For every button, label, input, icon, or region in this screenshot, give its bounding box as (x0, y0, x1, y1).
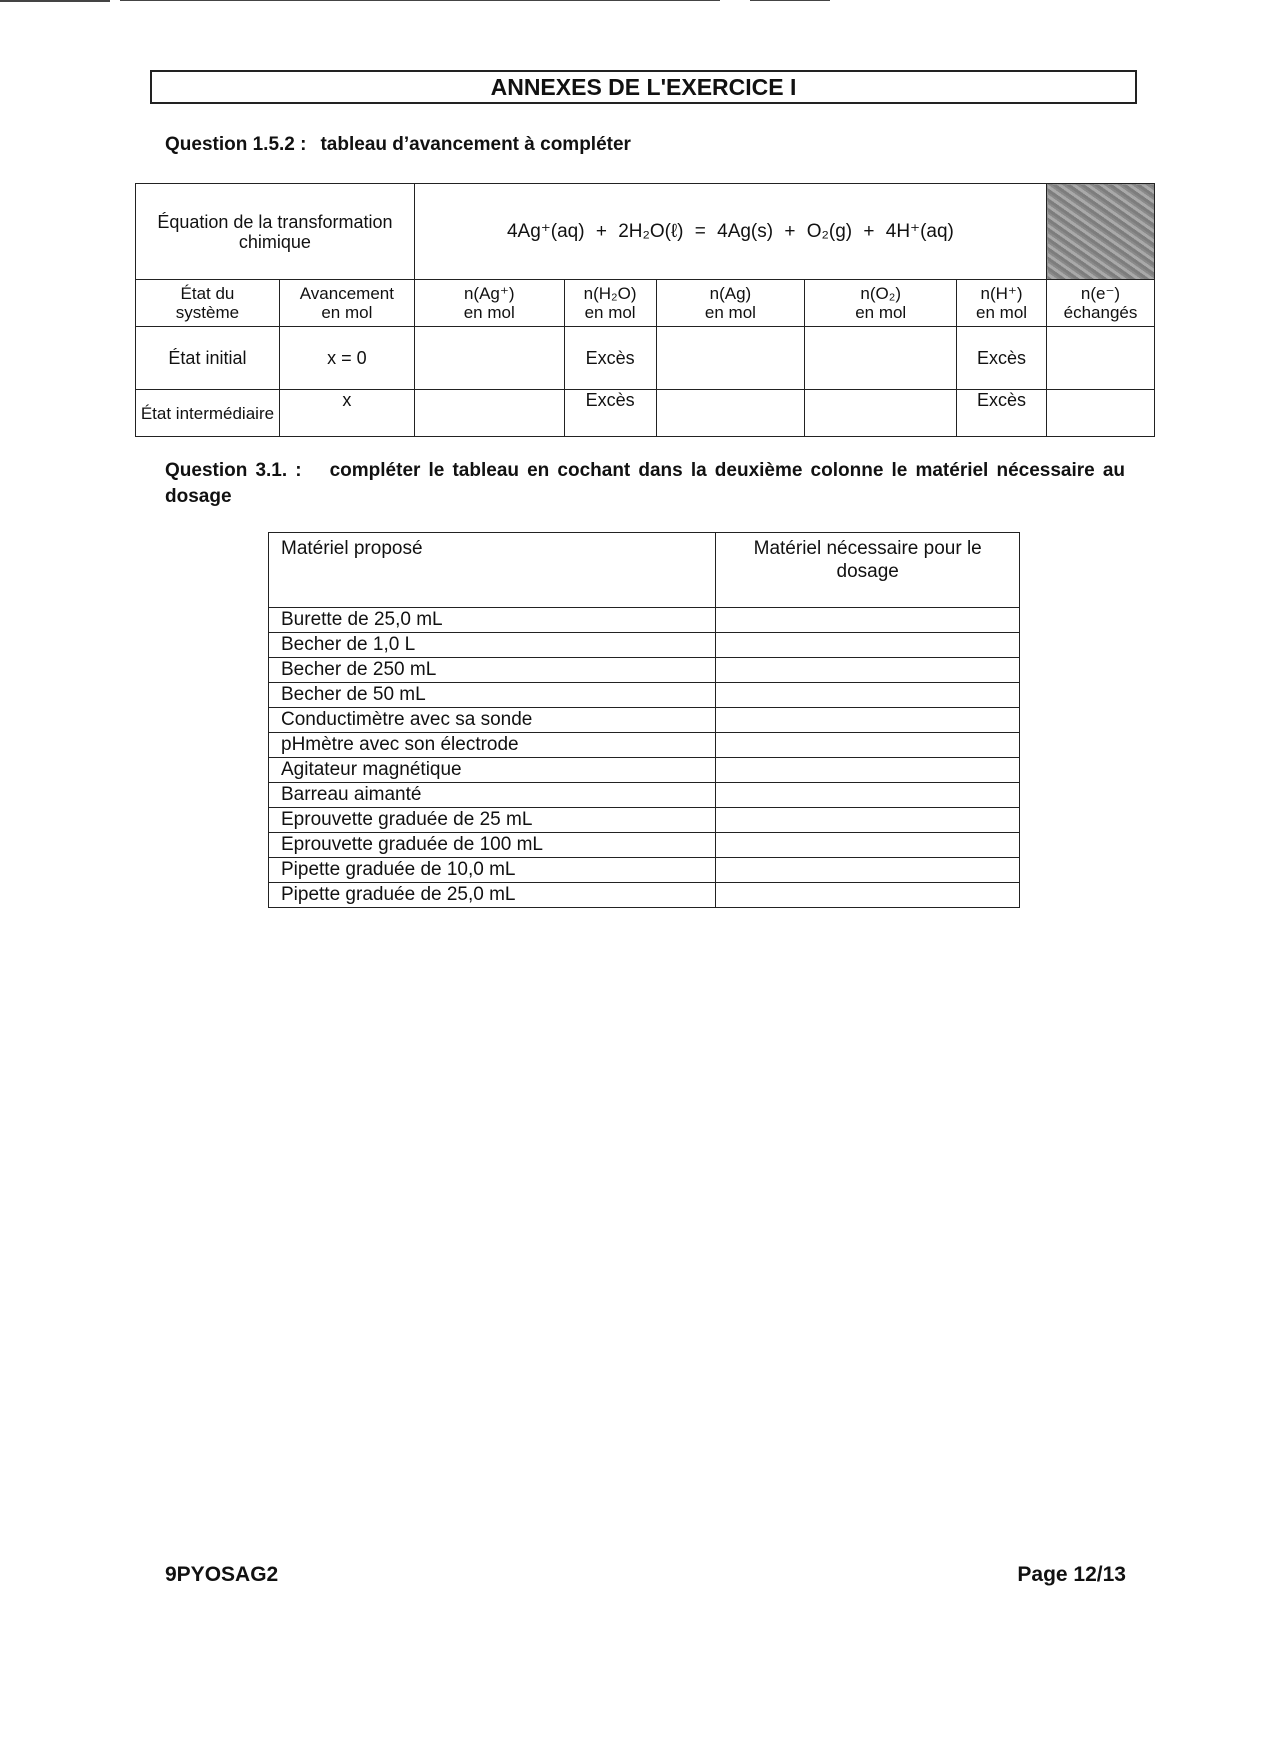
item-label: Burette de 25,0 mL (269, 608, 716, 633)
question-1-label: Question 1.5.2 : (165, 134, 307, 155)
shaded-cell (1047, 184, 1155, 280)
table-row (269, 808, 1020, 833)
value-cell: Excès (564, 327, 656, 390)
checkbox-cell[interactable] (716, 883, 1020, 908)
question-1-text: tableau d’avancement à compléter (320, 134, 631, 155)
checkbox-cell[interactable] (716, 683, 1020, 708)
scan-edge-line (750, 0, 830, 1)
checkbox-cell[interactable] (716, 658, 1020, 683)
question-1-heading (165, 134, 631, 156)
question-2-heading (165, 458, 1125, 510)
question-2-text: compléter le tableau en cochant dans la deuxième colonne le matériel nécessaire au dosage (165, 460, 1125, 507)
answer-cell[interactable] (656, 390, 805, 437)
answer-cell[interactable] (1047, 390, 1155, 437)
header-cell: État du système (136, 280, 280, 327)
scan-edge-line (120, 0, 720, 1)
table-row (269, 658, 1020, 683)
page-title: ANNEXES DE L'EXERCICE I (150, 70, 1137, 104)
value-cell: Excès (564, 390, 656, 437)
equation-label: Équation de la transformation chimique (136, 184, 415, 280)
document-code: 9PYOSAG2 (165, 1563, 279, 1586)
table-row (269, 633, 1020, 658)
checkbox-cell[interactable] (716, 708, 1020, 733)
table-header-row (136, 280, 1155, 327)
item-label: Pipette graduée de 25,0 mL (269, 883, 716, 908)
answer-cell[interactable] (414, 327, 564, 390)
item-label: Becher de 250 mL (269, 658, 716, 683)
page-number: Page 12/13 (1017, 1563, 1126, 1586)
answer-cell[interactable] (656, 327, 805, 390)
checkbox-cell[interactable] (716, 808, 1020, 833)
table-row (269, 783, 1020, 808)
table-row (136, 327, 1155, 390)
table-row (269, 758, 1020, 783)
header-cell: n(Ag⁺) en mol (414, 280, 564, 327)
item-label: Eprouvette graduée de 100 mL (269, 833, 716, 858)
checkbox-cell[interactable] (716, 783, 1020, 808)
progress-cell: x = 0 (279, 327, 414, 390)
header-cell: n(H⁺) en mol (957, 280, 1047, 327)
table-row (269, 708, 1020, 733)
table-row (269, 608, 1020, 633)
item-label: Barreau aimanté (269, 783, 716, 808)
checkbox-cell[interactable] (716, 633, 1020, 658)
item-label: Eprouvette graduée de 25 mL (269, 808, 716, 833)
progress-cell: x (279, 390, 414, 437)
checkbox-cell[interactable] (716, 858, 1020, 883)
reaction-equation: 4Ag⁺(aq) + 2H₂O(ℓ) = 4Ag(s) + O₂(g) + 4H⁺(aq) (414, 184, 1046, 280)
progress-table (135, 183, 1155, 437)
table-row (269, 683, 1020, 708)
question-2-label: Question 3.1. : (165, 460, 302, 481)
header-cell: Avancement en mol (279, 280, 414, 327)
item-label: Agitateur magnétique (269, 758, 716, 783)
header-cell: n(H₂O) en mol (564, 280, 656, 327)
header-cell: Matériel nécessaire pour le dosage (716, 533, 1020, 608)
scan-edge-line (0, 0, 110, 2)
equipment-table (268, 532, 1020, 908)
table-row (269, 833, 1020, 858)
value-cell: Excès (957, 327, 1047, 390)
table-row (269, 883, 1020, 908)
answer-cell[interactable] (414, 390, 564, 437)
header-cell: n(Ag) en mol (656, 280, 805, 327)
answer-cell[interactable] (1047, 327, 1155, 390)
item-label: Becher de 1,0 L (269, 633, 716, 658)
item-label: Becher de 50 mL (269, 683, 716, 708)
header-cell: Matériel proposé (269, 533, 716, 608)
checkbox-cell[interactable] (716, 758, 1020, 783)
state-cell: État intermédiaire (136, 390, 280, 437)
item-label: Pipette graduée de 10,0 mL (269, 858, 716, 883)
checkbox-cell[interactable] (716, 608, 1020, 633)
answer-cell[interactable] (805, 327, 957, 390)
checkbox-cell[interactable] (716, 833, 1020, 858)
header-cell: n(O₂) en mol (805, 280, 957, 327)
item-label: pHmètre avec son électrode (269, 733, 716, 758)
value-cell: Excès (957, 390, 1047, 437)
table-header-row (269, 533, 1020, 608)
checkbox-cell[interactable] (716, 733, 1020, 758)
table-row (136, 390, 1155, 437)
header-cell: n(e⁻) échangés (1047, 280, 1155, 327)
table-row (269, 858, 1020, 883)
state-cell: État initial (136, 327, 280, 390)
item-label: Conductimètre avec sa sonde (269, 708, 716, 733)
answer-cell[interactable] (805, 390, 957, 437)
table-row (269, 733, 1020, 758)
